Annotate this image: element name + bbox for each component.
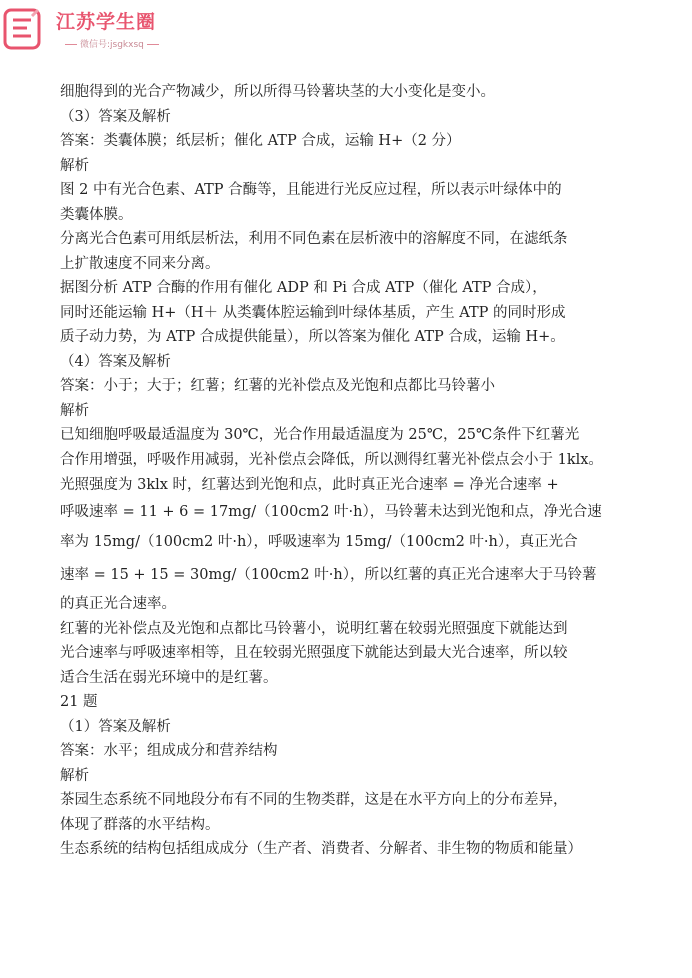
text-line: 据图分析 ATP 合酶的作用有催化 ADP 和 Pi 合成 ATP（催化 ATP 合成）， [60, 280, 547, 296]
text-line: 已知细胞呼吸最适温度为 30℃，光合作用最适温度为 25℃，25℃条件下红薯光 [60, 427, 580, 443]
text-line: 图 2 中有光合色素、ATP 合酶等，且能进行光反应过程，所以表示叶绿体中的 [60, 182, 562, 198]
text-line: 生态系统的结构包括组成成分（生产者、消费者、分解者、非生物的物质和能量） [60, 841, 582, 857]
text-line: 细胞得到的光合产物减少，所以所得马铃薯块茎的大小变化是变小。 [60, 84, 495, 100]
answer-line: 答案：类囊体膜；纸层析；催化 ATP 合成，运输 H+（2 分） [60, 133, 461, 149]
brand-logo-icon [2, 6, 44, 52]
text-line: 上扩散速度不同来分离。 [60, 255, 220, 272]
text-line: 速率 = 15 + 15 = 30mg/（100cm2 叶·h），所以红薯的真正光合速率大于马铃薯 [60, 567, 597, 583]
text-line: 的真正光合速率。 [60, 596, 176, 612]
answer-line: 答案：小于；大于；红薯；红薯的光补偿点及光饱和点都比马铃薯小 [60, 378, 495, 394]
text-line: 同时还能运输 H+（H＋ 从类囊体腔运输到叶绿体基质，产生 ATP 的同时形成 [60, 304, 566, 321]
section-heading: （4）答案及解析 [60, 353, 171, 370]
text-line: 呼吸速率 = 11 + 6 = 17mg/（100cm2 叶·h），马铃薯未达到光饱和点，净光合速 [60, 504, 602, 520]
analysis-label: 解析 [60, 402, 89, 419]
analysis-label: 解析 [60, 157, 89, 174]
text-line: 质子动力势，为 ATP 合成提供能量），所以答案为催化 ATP 合成，运输 H+。 [60, 329, 565, 345]
text-line: 茶园生态系统不同地段分布有不同的生物类群，这是在水平方向上的分布差异， [60, 792, 568, 808]
text-line: 合作用增强，呼吸作用减弱，光补偿点会降低，所以测得红薯光补偿点会小于 1klx。 [60, 451, 603, 468]
header-bar [0, 0, 692, 70]
text-line: 适合生活在弱光环境中的是红薯。 [60, 669, 278, 686]
text-line: 分离光合色素可用纸层析法，利用不同色素在层析液中的溶解度不同，在滤纸条 [60, 231, 568, 247]
text-line: 体现了群落的水平结构。 [60, 816, 220, 833]
section-heading: （1）答案及解析 [60, 718, 171, 735]
text-line: 类囊体膜。 [60, 206, 133, 223]
brand-wechat-id: 微信号:jsgkxsq [62, 37, 162, 50]
analysis-label: 解析 [60, 767, 89, 784]
answer-line: 答案：水平；组成成分和营养结构 [60, 743, 278, 759]
document-body [60, 80, 640, 862]
text-line: 光合速率与呼吸速率相等，且在较弱光照强度下就能达到最大光合速率，所以较 [60, 645, 568, 661]
brand-name: 江苏学生圈 [56, 11, 157, 33]
text-line: 红薯的光补偿点及光饱和点都比马铃薯小，说明红薯在较弱光照强度下就能达到 [60, 620, 568, 637]
text-line: 率为 15mg/（100cm2 叶·h），呼吸速率为 15mg/（100cm2 叶·h），真正光合 [60, 534, 578, 550]
text-line: 光照强度为 3klx 时，红薯达到光饱和点，此时真正光合速率 = 净光合速率 + [60, 477, 559, 493]
question-number: 21 题 [60, 694, 98, 710]
section-heading: （3）答案及解析 [60, 108, 171, 125]
